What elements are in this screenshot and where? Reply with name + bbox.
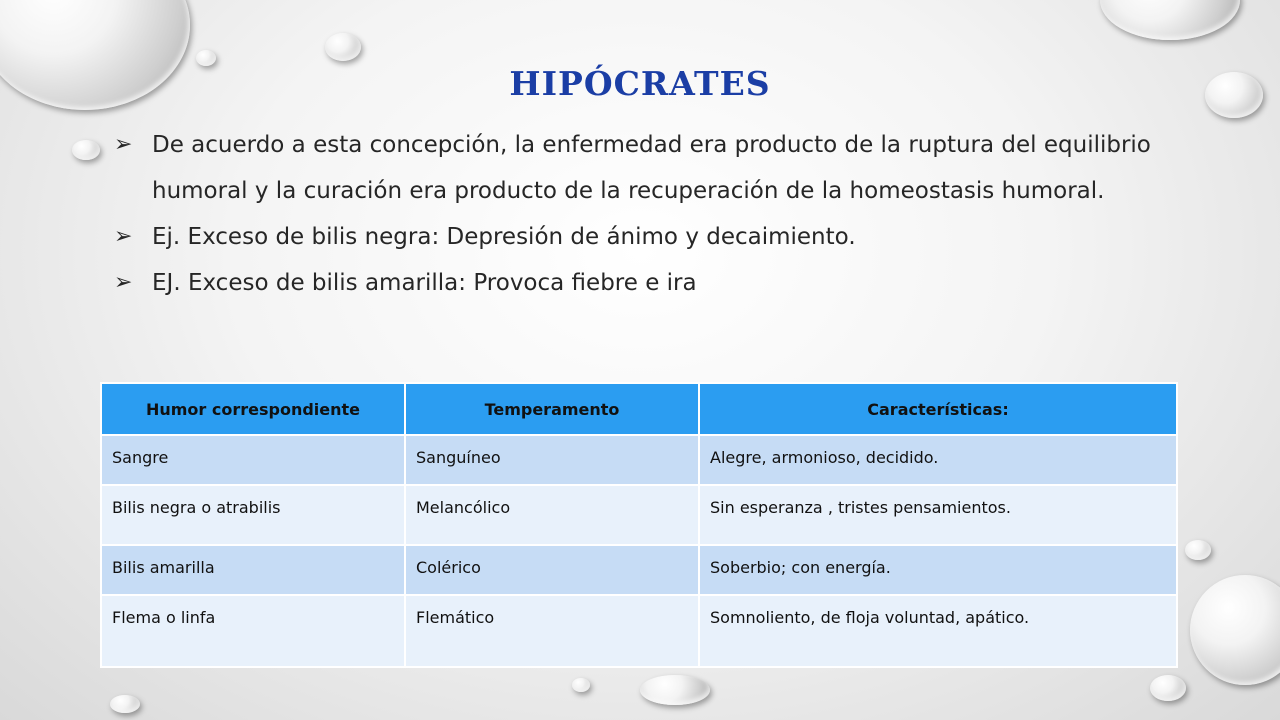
- water-drop-decoration: [640, 675, 710, 705]
- water-drop-decoration: [572, 678, 590, 692]
- bullet-item: [112, 122, 1182, 214]
- bullet-item: [112, 214, 1182, 260]
- arrow-bullet-icon: ➢: [114, 132, 133, 157]
- arrow-bullet-icon: ➢: [114, 224, 133, 249]
- water-drop-decoration: [72, 140, 100, 160]
- water-drop-decoration: [1150, 675, 1186, 701]
- header-temperamento: Temperamento: [405, 383, 699, 435]
- cell-temperamento: Colérico: [405, 545, 699, 595]
- cell-temperamento: Sanguíneo: [405, 435, 699, 485]
- humors-table: [100, 382, 1178, 668]
- cell-caracteristicas: Soberbio; con energía.: [699, 545, 1177, 595]
- table-header-row: [101, 383, 1177, 435]
- water-drop-decoration: [1190, 575, 1280, 685]
- bullet-text: De acuerdo a esta concepción, la enfermedad era producto de la ruptura del equilibrio humoral y la curación era producto de la recuperación de la homeostasis humoral.: [152, 132, 1151, 204]
- cell-humor: Sangre: [101, 435, 405, 485]
- bullet-item: [112, 260, 1182, 306]
- cell-humor: Flema o linfa: [101, 595, 405, 667]
- cell-humor: Bilis amarilla: [101, 545, 405, 595]
- table-row: [101, 595, 1177, 667]
- cell-caracteristicas: Sin esperanza , tristes pensamientos.: [699, 485, 1177, 545]
- table-row: [101, 545, 1177, 595]
- table-row: [101, 485, 1177, 545]
- water-drop-decoration: [110, 695, 140, 713]
- header-humor: Humor correspondiente: [101, 383, 405, 435]
- table-row: [101, 435, 1177, 485]
- water-drop-decoration: [1185, 540, 1211, 560]
- cell-caracteristicas: Alegre, armonioso, decidido.: [699, 435, 1177, 485]
- bullet-list: [112, 122, 1182, 306]
- cell-temperamento: Flemático: [405, 595, 699, 667]
- cell-caracteristicas: Somnoliento, de floja voluntad, apático.: [699, 595, 1177, 667]
- bullet-text: Ej. Exceso de bilis negra: Depresión de ánimo y decaimiento.: [152, 224, 856, 250]
- bullet-text: EJ. Exceso de bilis amarilla: Provoca fiebre e ira: [152, 270, 697, 296]
- cell-temperamento: Melancólico: [405, 485, 699, 545]
- water-drop-decoration: [1100, 0, 1240, 40]
- header-caracteristicas: Características:: [699, 383, 1177, 435]
- water-drop-decoration: [325, 33, 361, 61]
- arrow-bullet-icon: ➢: [114, 270, 133, 295]
- cell-humor: Bilis negra o atrabilis: [101, 485, 405, 545]
- slide-title: HIPÓCRATES: [509, 64, 771, 103]
